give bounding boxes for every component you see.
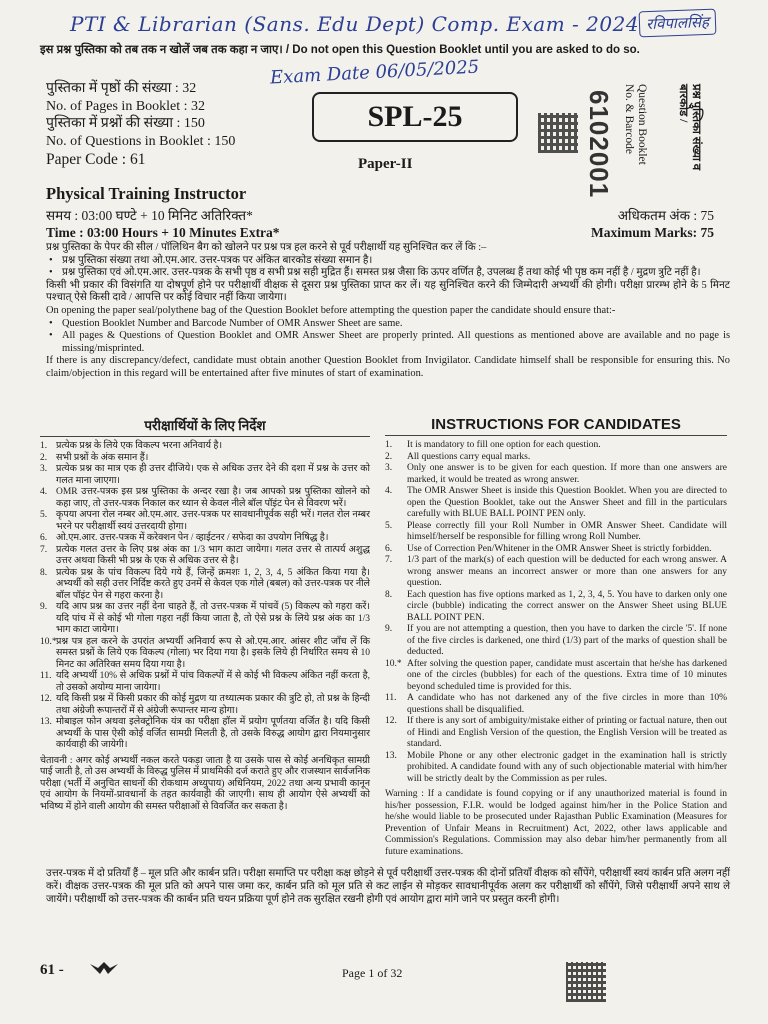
hindi-instruction-item-number: 8.: [40, 567, 48, 578]
english-instruction-item-text: Please correctly fill your Roll Number in OMR Answer Sheet. Candidate will himself/herself be responsible for filling wrong Roll Number.: [407, 520, 727, 542]
hindi-instruction-item-number: 11.: [40, 671, 52, 681]
time-english: Time : 03:00 Hours + 10 Minutes Extra*: [46, 225, 280, 240]
marks-english: Maximum Marks: 75: [591, 225, 714, 240]
hindi-instruction-item: [40, 671, 370, 694]
hindi-instruction-item-text: प्रत्येक गलत उत्तर के लिए प्रश्न अंक का 1/3 भाग काटा जायेगा। गलत उत्तर से तात्पर्य अशुद्ध उत्तर अथवा किसी भी प्रश्न के एक से अधिक उत्तर से है।: [56, 544, 370, 566]
hindi-instruction-item-number: 6.: [40, 533, 48, 543]
english-instruction-item: [385, 590, 727, 625]
english-instruction-item-number: 11.: [385, 693, 397, 703]
english-instruction-item-number: 8.: [385, 589, 393, 600]
english-instruction-item: [385, 659, 727, 694]
hindi-instruction-item-text: यदि अभ्यर्थी 10% से अधिक प्रश्नों में पांच विकल्पों में से कोई भी विकल्प अंकित नहीं करता है, तो उसको अयोग्य माना जायेगा।: [56, 671, 370, 693]
english-instruction-item-text: A candidate who has not darkened any of the five circles in more than 10% questions shall be disqualified.: [407, 693, 727, 715]
english-instruction-item-number: 7.: [385, 555, 393, 565]
english-instruction-item-text: Only one answer is to be given for each question. If more than one answers are marked, it would be treated as wrong answer.: [407, 463, 727, 485]
english-instruction-item-number: 12.: [385, 716, 397, 726]
english-instruction-item: [385, 463, 727, 486]
english-instruction-item-text: Use of Correction Pen/Whitener in the OMR Answer Sheet is strictly forbidden.: [407, 543, 712, 554]
hindi-instruction-item: [40, 487, 370, 510]
do-not-open-warning: इस प्रश्न पुस्तिका को तब तक न खोलें जब तक कहा न जाए। / Do not open this Question Booklet until you are asked to do so.: [40, 44, 640, 56]
hindi-instruction-item: [40, 464, 370, 487]
english-instruction-item: [385, 555, 727, 590]
hindi-instruction-item-number: 5.: [40, 510, 48, 520]
hindi-instruction-item: [40, 637, 370, 672]
english-instruction-item-text: If there is any sort of ambiguity/mistake either of printing or factual nature, then out of Hindi and English Version of the question, the English Version will be treated as standard.: [407, 716, 727, 749]
intro-english-bullet-2: • All pages & Questions of Question Booklet and OMR Answer Sheet are properly printed. All questions as mentioned above are available and no page is missing/misprinted.: [46, 330, 730, 355]
intro-hindi-bullet-1: • प्रश्न पुस्तिका संख्या तथा ओ.एम.आर. उत्तर-पत्रक पर अंकित बारकोड संख्या समान है।: [46, 255, 730, 268]
english-instruction-item-number: 10.*: [385, 658, 402, 669]
hindi-instruction-item: [40, 545, 370, 568]
hindi-instruction-item: [40, 602, 370, 637]
english-instruction-item: [385, 440, 727, 452]
english-instruction-item-number: 1.: [385, 440, 393, 450]
hindi-instructions-header: परीक्षार्थियों के लिए निर्देश: [40, 416, 370, 437]
barcode-icon: [538, 113, 578, 153]
hindi-instruction-item-text: प्रत्येक प्रश्न के लिये एक विकल्प भरना अनिवार्य है।: [56, 441, 223, 451]
maximum-marks: [591, 207, 714, 241]
time-allowed: [46, 207, 280, 241]
hindi-instruction-item-text: OMR उत्तर-पत्रक इस प्रश्न पुस्तिका के अन्दर रखा है। जब आपको प्रश्न पुस्तिका खोलने को कहा जाए, तो उत्तर-पत्रक निकाल कर ध्यान से केवल नीले बॉल पॉइंट पेन से विवरण भरें।: [56, 487, 370, 509]
booklet-serial-number: 6102001: [584, 90, 614, 199]
hindi-instruction-item-text: ओ.एम.आर. उत्तर-पत्रक में करेक्शन पेन / व्हाईटनर / सफेदा का उपयोग निषिद्ध है।: [56, 533, 329, 543]
hindi-instruction-list: [40, 441, 370, 752]
pages-count-english: No. of Pages in Booklet : 32: [46, 98, 206, 114]
hindi-instructions: [40, 416, 370, 864]
intro-english-lead: On opening the paper seal/polythene bag of the Question Booklet before attempting the question paper the candidate should ensure that:-: [46, 304, 616, 316]
footer-paper-code: 61 -: [40, 962, 64, 978]
commission-logo-icon: [88, 960, 120, 978]
english-instruction-item: [385, 452, 727, 464]
english-instruction-item: [385, 486, 727, 521]
english-instruction-item-number: 6.: [385, 543, 393, 554]
english-instructions-header: INSTRUCTIONS FOR CANDIDATES: [385, 416, 727, 436]
questions-count-hindi: पुस्तिका में प्रश्नों की संख्या : 150: [46, 116, 205, 131]
hindi-instruction-item-text: मोबाइल फोन अथवा इलेक्ट्रोनिक यंत्र का परीक्षा हॉल में प्रयोग पूर्णतया वर्जित है। यदि किसी अभ्यर्थी के पास ऐसी कोई वर्जित सामग्री मिलती है, तो उसके विरुद्ध आयोग द्वारा नियमानुसार कार्यवाही की जायेगी।: [56, 717, 370, 750]
hindi-instruction-item-text: यदि किसी प्रश्न में किसी प्रकार की कोई मुद्रण या तथ्यात्मक प्रकार की त्रुटि हो, तो प्रश्न के हिन्दी तथा अंग्रेजी रूपान्तरों में से अंग्रेजी रूपान्तर मान्य होगा।: [56, 694, 370, 716]
hindi-instruction-item: [40, 568, 370, 603]
english-instruction-item: [385, 693, 727, 716]
booklet-info: [46, 80, 235, 169]
hindi-instruction-item-number: 1.: [40, 441, 48, 451]
english-instruction-item-number: 13.: [385, 750, 397, 761]
english-instruction-item-text: If you are not attempting a question, then you have to darken the circle '5'. If none of the five circles is darkened, one third (1/3) part of the marks of question shall be deducted.: [407, 624, 727, 657]
hindi-instruction-item-number: 10.*: [40, 636, 57, 647]
intro-hindi-lead: प्रश्न पुस्तिका के पेपर की सील / पॉलिथिन बैग को खोलने पर प्रश्न पत्र हल करने से पूर्व परीक्षार्थी यह सुनिश्चित कर लें कि :–: [46, 242, 487, 253]
english-instruction-item-text: The OMR Answer Sheet is inside this Question Booklet. When you are directed to open the Question Booklet, take out the Answer Sheet and fill in the particulars carefully with BLUE BALL POINT PEN only.: [407, 486, 727, 519]
hindi-instruction-item-number: 7.: [40, 544, 48, 555]
intro-hindi-tail: किसी भी प्रकार की विसंगति या दोषपूर्ण होने पर परीक्षार्थी वीक्षक से दूसरा प्रश्न पुस्तिका प्राप्त कर लें। यह सुनिश्चित करने की जिम्मेदारी अभ्यर्थी की होगी। परीक्षा प्रारम्भ होने के 5 मिनट पश्चात् ऐसे किसी दावे / आपत्ति पर कोई विचार नहीं किया जायेगा।: [46, 279, 730, 304]
english-instruction-item: [385, 624, 727, 659]
booklet-number-label-hindi: प्रश्न पुस्तिका संख्या व बारकोड /: [677, 84, 702, 171]
answer-sheet-copy-note: उत्तर-पत्रक में दो प्रतियाँ हैं – मूल प्रति और कार्बन प्रति। परीक्षा समाप्ति पर परीक्षा कक्ष छोड़ने से पूर्व परीक्षार्थी उत्तर-पत्रक की दोनों प्रतियाँ वीक्षक को सौंपेंगे, परीक्षार्थी स्वयं कार्बन प्रति अलग नहीं करें। वीक्षक उत्तर-पत्रक की मूल प्रति को अपने पास जमा कर, कार्बन प्रति को मूल प्रति से कट लाईन से मोड़कर सावधानीपूर्वक अलग कर परीक्षार्थी को सौंपेंगे, जिसे परीक्षार्थी अपने साथ ले जायेंगे। परीक्षार्थी को उत्तर-पत्रक की कार्बन प्रति चयन प्रक्रिया पूर्ण होने तक सुरक्षित रखनी होगी एवं आयोग द्वारा मांगे जाने पर प्रस्तुत करनी होगी।: [46, 868, 730, 905]
booklet-series-box: SPL-25: [312, 92, 518, 142]
hindi-instruction-item: [40, 510, 370, 533]
intro-english-bullet-1: • Question Booklet Number and Barcode Number of OMR Answer Sheet are same.: [46, 318, 730, 331]
intro-english-tail: If there is any discrepancy/defect, candidate must obtain another Question Booklet from Invigilator. Candidate himself shall be responsible for ensuring this. No claim/objection in this regard will be entertained after five minutes of start of examination.: [46, 355, 730, 379]
english-instruction-item-text: Each question has five options marked as 1, 2, 3, 4, 5. You have to darken only one circle (bubble) indicating the correct answer on the Answer Sheet using BLUE BALL POINT PEN.: [407, 589, 727, 623]
paper-code: Paper Code : 61: [46, 151, 146, 168]
hindi-instruction-item: [40, 694, 370, 717]
instruction-columns: [40, 416, 730, 864]
subject-title: Physical Training Instructor: [46, 184, 247, 203]
qr-code-icon: [566, 962, 606, 1002]
pages-count-hindi: पुस्तिका में पृष्ठों की संख्या : 32: [46, 81, 197, 96]
hindi-warning: चेतावनी : अगर कोई अभ्यर्थी नकल करते पकड़ा जाता है या उसके पास से कोई अनधिकृत सामग्री पाई जाती है, तो उस अभ्यर्थी के विरुद्ध पुलिस में प्राथमिकी दर्ज कराते हुए और राजस्थान सार्वजनिक परीक्षा (भर्ती में अनुचित साधनों की रोकथाम अध्युपाय) अधिनियम, 2022 तथा अन्य प्रभावी कानून एवं आयोग के नियमों-प्रावधानों के तहत कार्यवाही की जाएगी। साथ ही आयोग ऐसे अभ्यर्थी को भविष्य में होने वाली आयोग की समस्त परीक्षाओं से विवर्जित कर सकता है।: [40, 755, 370, 812]
questions-count-english: No. of Questions in Booklet : 150: [46, 133, 236, 149]
hindi-instruction-item-text: यदि आप प्रश्न का उत्तर नहीं देना चाहते हैं, तो उत्तर-पत्रक में पांचवें (5) विकल्प को गहरा करें। यदि पांच में से कोई भी गोला गहरा नहीं किया जाता है, तो ऐसे प्रश्न के लिये प्रश्न अंक का 1/3 भाग काटा जायेगा।: [56, 602, 370, 635]
hindi-instruction-item-number: 13.: [40, 717, 52, 727]
english-warning: Warning : If a candidate is found copying or if any unauthorized material is found in his/her possession, F.I.R. would be lodged against him/her in the Police Station and he/she would liable to be prosecuted under Rajasthan Public Examination (Measures for Prevention of Unfair Means in Recruitment) Act, 2022, other laws applicable and Commission's Regulations. Commission may also debar him/her permanently from all future examinations.: [385, 789, 727, 857]
hindi-instruction-item-text: कृपया अपना रोल नम्बर ओ.एम.आर. उत्तर-पत्रक पर सावधानीपूर्वक सही भरें। गलत रोल नम्बर भरने पर परीक्षार्थी स्वयं उत्तरदायी होगा।: [56, 510, 370, 532]
hindi-instruction-item: [40, 533, 370, 545]
english-instruction-item-number: 4.: [385, 486, 393, 496]
hindi-instruction-item-text: प्रत्येक प्रश्न के पांच विकल्प दिये गये हैं, जिन्हें क्रमशः 1, 2, 3, 4, 5 अंकित किया गया है। अभ्यर्थी को सही उत्तर निर्दिष्ट करते हुए उनमें से केवल एक गोले (बबल) को उत्तर-पत्रक पर नीले बॉल पॉइंट पेन से गहरा करना है।: [56, 567, 370, 601]
page-number: Page 1 of 32: [342, 966, 403, 980]
english-instruction-item-number: 9.: [385, 624, 393, 634]
time-hindi: समय : 03:00 घण्टे + 10 मिनिट अतिरिक्त*: [46, 208, 253, 223]
opening-instructions: [46, 242, 730, 381]
handwritten-exam-date: Exam Date 06/05/2025: [269, 56, 480, 89]
hindi-instruction-item-number: 2.: [40, 452, 48, 463]
marks-hindi: अधिकतम अंक : 75: [617, 208, 714, 223]
english-instructions: [385, 416, 727, 864]
hindi-instruction-item-number: 9.: [40, 602, 48, 612]
english-instruction-list: [385, 440, 727, 785]
english-instruction-item: [385, 716, 727, 751]
english-instruction-item: [385, 521, 727, 544]
hindi-instruction-item-text: प्रत्येक प्रश्न का मात्र एक ही उत्तर दीजिये। एक से अधिक उत्तर देने की दशा में प्रश्न के उत्तर को गलत माना जाएगा।: [56, 464, 370, 486]
hindi-instruction-item-number: 4.: [40, 487, 48, 497]
english-instruction-item-text: Mobile Phone or any other electronic gadget in the examination hall is strictly prohibited. A candidate found with any of such objectionable material with him/her will be strictly dealt by the Commission as per rules.: [407, 750, 727, 784]
english-instruction-item-text: 1/3 part of the mark(s) of each question will be deducted for each wrong answer. A wrong answer means an incorrect answer or more than one answers for any question.: [407, 555, 727, 588]
english-instruction-item-text: It is mandatory to fill one option for each question.: [407, 440, 601, 450]
english-instruction-item-number: 2.: [385, 451, 393, 462]
english-instruction-item-number: 5.: [385, 520, 393, 531]
handwritten-exam-note: PTI & Librarian (Sans. Edu Dept) Comp. Exam - 2024: [70, 12, 640, 36]
english-instruction-item-text: All questions carry equal marks.: [407, 451, 531, 462]
paper-label: Paper-II: [358, 156, 413, 172]
hindi-instruction-item: [40, 717, 370, 752]
intro-hindi-bullet-2: • प्रश्न पुस्तिका एवं ओ.एम.आर. उत्तर-पत्रक के सभी पृष्ठ व सभी प्रश्न सही मुद्रित हैं। समस्त प्रश्न जैसा कि ऊपर वर्णित है, उपलब्ध हैं तथा कोई भी पृष्ठ कम नहीं है / मुद्रण त्रुटि नहीं है।: [46, 267, 730, 280]
english-instruction-item-number: 3.: [385, 463, 393, 473]
booklet-number-label-english: Question Booklet No. & Barcode: [623, 84, 648, 165]
english-instruction-item: [385, 751, 727, 786]
english-instruction-item: [385, 544, 727, 556]
hindi-instruction-item-text: प्रश्न पत्र हल करने के उपरांत अभ्यर्थी अनिवार्य रूप से ओ.एम.आर. आंसर शीट जाँच लें कि समस्त प्रश्नों के लिये एक विकल्प (गोला) भर दिया गया है। इसके लिये ही निर्धारित समय से 10 मिनट का अतिरिक्त समय दिया गया है।: [56, 636, 370, 670]
handwritten-stamp: रविपालसिंह: [639, 9, 717, 38]
hindi-instruction-item-text: सभी प्रश्नों के अंक समान हैं।: [56, 452, 149, 463]
english-instruction-item-text: After solving the question paper, candidate must ascertain that he/she has darkened one of the circles (bubbles) for each of the questions. Extra time of 10 minutes beyond scheduled time is provided for this.: [407, 658, 727, 692]
hindi-instruction-item-number: 12.: [40, 694, 52, 704]
hindi-instruction-item: [40, 453, 370, 465]
hindi-instruction-item-number: 3.: [40, 464, 48, 474]
hindi-instruction-item: [40, 441, 370, 453]
